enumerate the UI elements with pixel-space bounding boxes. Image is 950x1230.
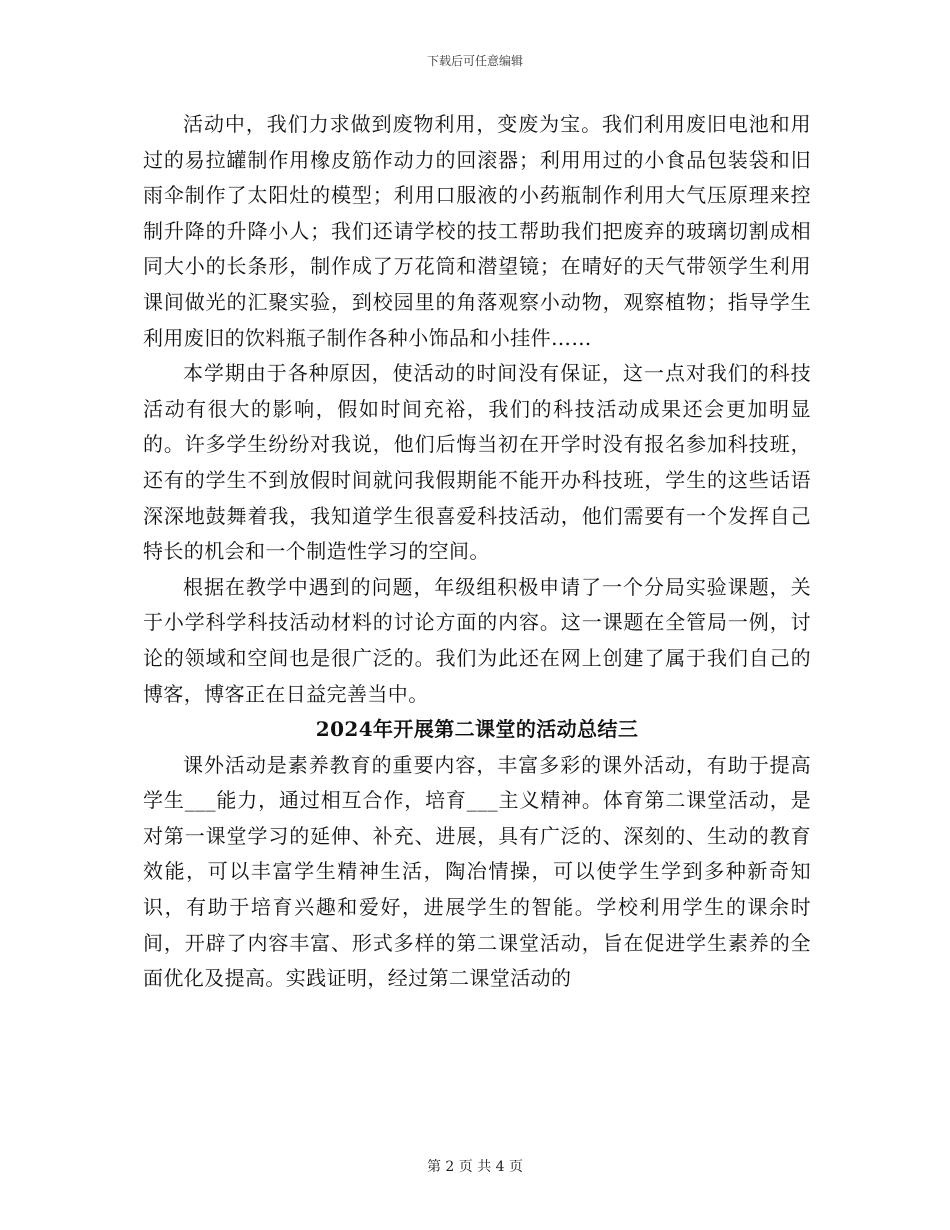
section-title: 2024年开展第二课堂的活动总结三 [315, 717, 639, 742]
paragraph-time-limits: 本学期由于各种原因，使活动的时间没有保证，这一点对我们的科技活动有很大的影响，假如时间充裕，我们的科技活动成果还会更加明显的。许多学生纷纷对我说，他们后悔当初在开学时没有报名参加科技班，还有的学生不到放假时间就问我假期能不能开办科技班，学生的这些话语深深地鼓舞着我，我知道学生很喜爱科技活动，他们需要有一个发挥自己特长的机会和一个制造性学习的空间。 [143, 361, 811, 564]
document-body [143, 107, 811, 997]
paragraph-extracurricular: 课外活动是素养教育的重要内容，丰富多彩的课外活动，有助于提高学生___能力，通过相互合作，培育___主义精神。体育第二课堂活动，是对第一课堂学习的延伸、补充、进展，具有广泛的、深刻的、生动的教育效能，可以丰富学生精神生活，陶冶情操，可以使学生学到多种新奇知识，有助于培育兴趣和爱好，进展学生的智能。学校利用学生的课余时间，开辟了内容丰富、形式多样的第二课堂活动，旨在促进学生素养的全面优化及提高。实践证明，经过第二课堂活动的 [143, 752, 811, 991]
paragraph-research-project: 根据在教学中遇到的问题，年级组积极申请了一个分局实验课题，关于小学科学科技活动材料的讨论方面的内容。这一课题在全管局一例，讨论的领域和空间也是很广泛的。我们为此还在网上创建了属于我们自己的博客，博客正在日益完善当中。 [143, 574, 811, 706]
paragraph-waste-reuse: 活动中，我们力求做到废物利用，变废为宝。我们利用废旧电池和用过的易拉罐制作用橡皮筋作动力的回滚器；利用用过的小食品包装袋和旧雨伞制作了太阳灶的模型；利用口服液的小药瓶制作利用大气压原理来控制升降的升降小人；我们还请学校的技工帮助我们把废弃的玻璃切割成相同大小的长条形，制作成了万花筒和潜望镜；在晴好的天气带领学生利用课间做光的汇聚实验，到校园里的角落观察小动物，观察植物；指导学生利用废旧的饮料瓶子制作各种小饰品和小挂件…… [143, 112, 811, 350]
page-number: 第 2 页 共 4 页 [426, 1159, 524, 1175]
page-header-note: 下载后可任意编辑 [426, 54, 523, 68]
